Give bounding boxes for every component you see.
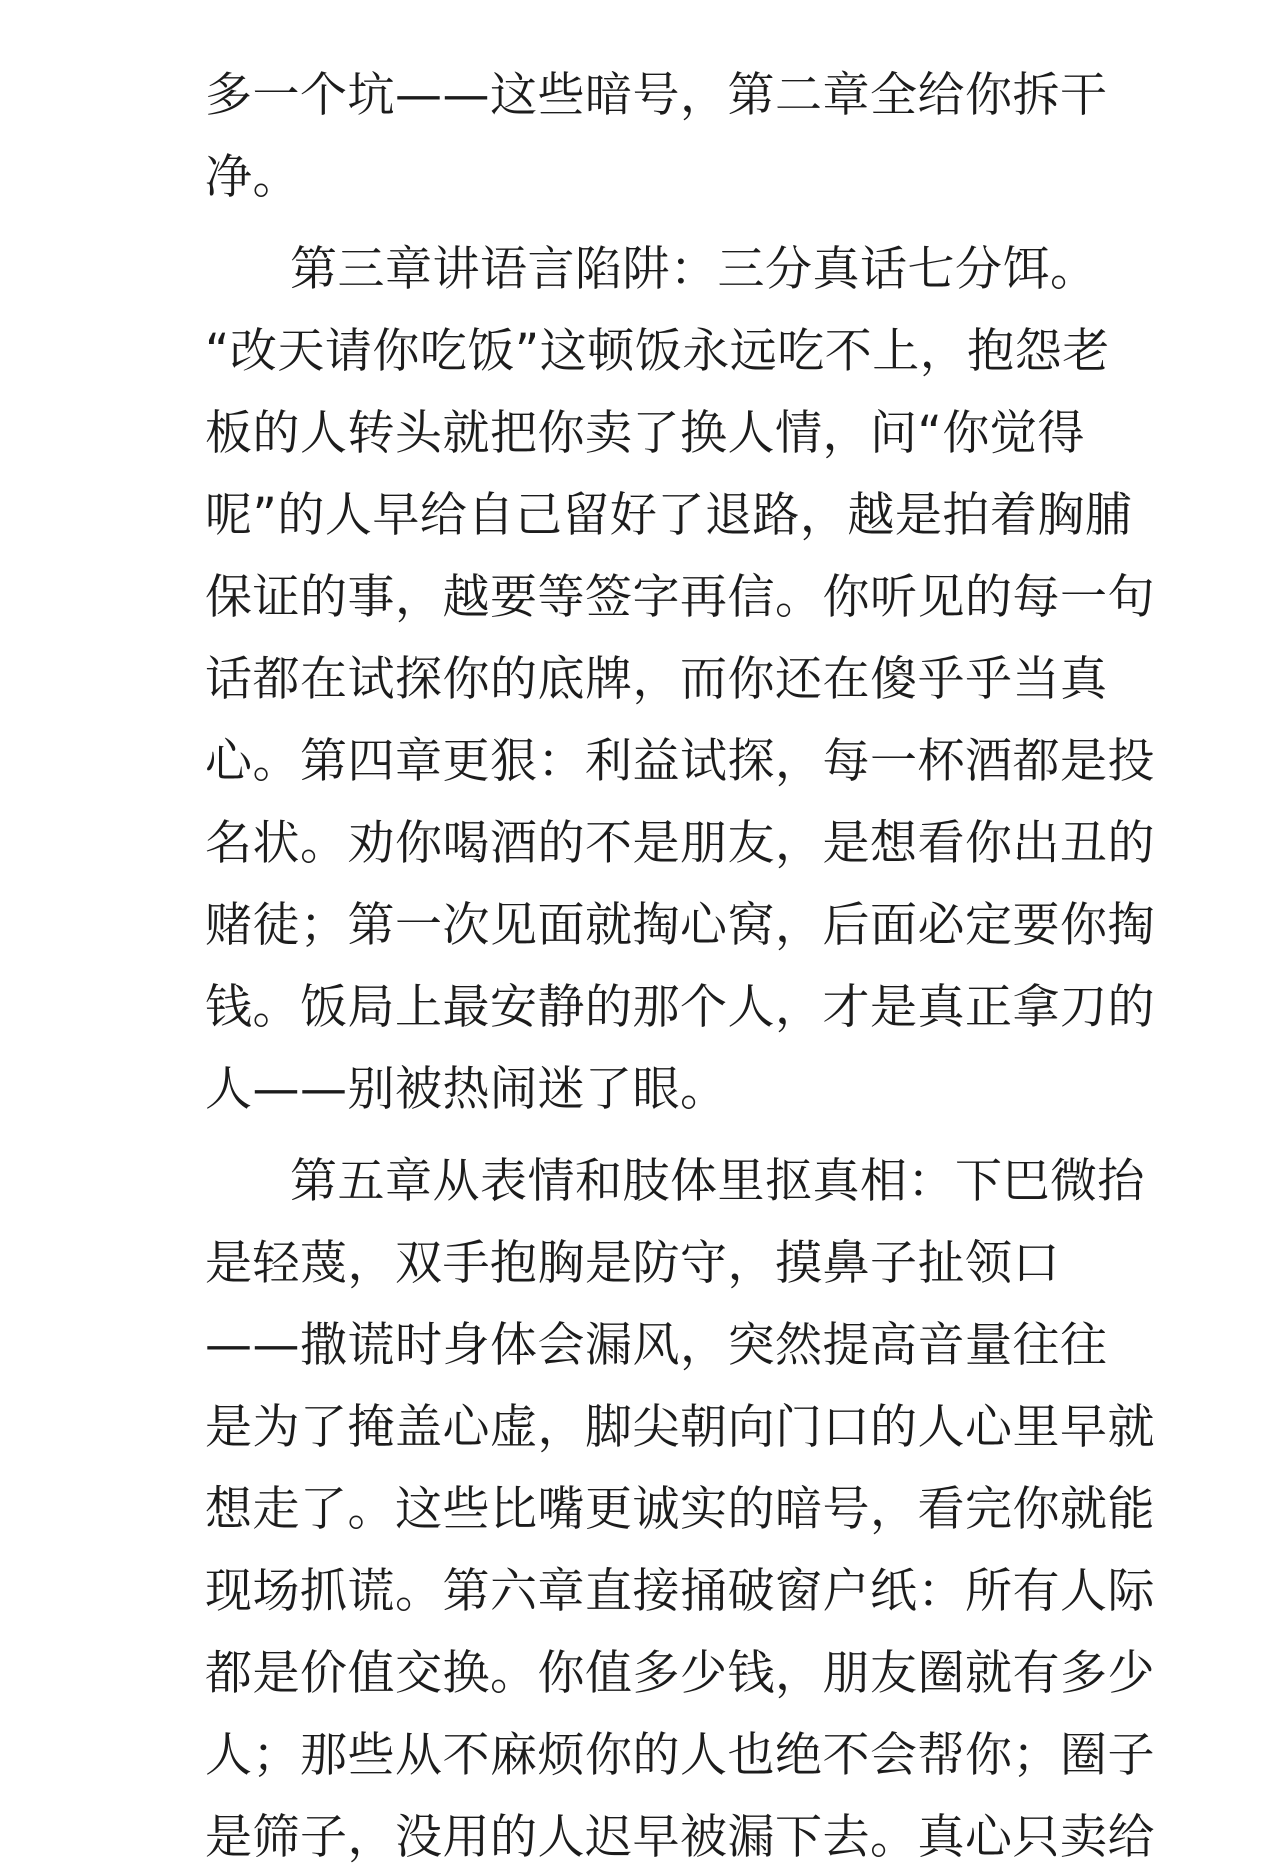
text-line: 板的人转头就把你卖了换人情，问“你觉得: [205, 406, 1085, 461]
text-line: 心。第四章更狠：利益试探，每一杯酒都是投: [205, 734, 1155, 789]
text-line: 呢”的人早给自己留好了退路，越是拍着胸脯: [205, 488, 1133, 543]
text-line: 赌徒；第一次见面就掏心窝，后面必定要你掏: [205, 898, 1155, 953]
text-line: 名状。劝你喝酒的不是朋友，是想看你出丑的: [205, 816, 1155, 871]
text-line: ——撒谎时身体会漏风，突然提高音量往往: [205, 1318, 1108, 1373]
text-line: 想走了。这些比嘴更诚实的暗号，看完你就能: [205, 1482, 1155, 1537]
text-line: 第五章从表情和肢体里抠真相：下巴微抬: [290, 1154, 1145, 1209]
text-line: 话都在试探你的底牌，而你还在傻乎乎当真: [205, 652, 1108, 707]
text-line: 钱。饭局上最安静的那个人，才是真正拿刀的: [205, 980, 1155, 1035]
text-line: 净。: [205, 150, 300, 205]
text-line: 人；那些从不麻烦你的人也绝不会帮你；圈子: [205, 1728, 1155, 1783]
text-line: 人——别被热闹迷了眼。: [205, 1062, 728, 1117]
text-line: 是轻蔑，双手抱胸是防守，摸鼻子扯领口: [205, 1236, 1060, 1291]
text-line: 都是价值交换。你值多少钱，朋友圈就有多少: [205, 1646, 1155, 1701]
text-line: 多一个坑——这些暗号，第二章全给你拆干: [205, 68, 1108, 123]
text-line: 第三章讲语言陷阱：三分真话七分饵。: [290, 242, 1098, 297]
text-line: 是为了掩盖心虚，脚尖朝向门口的人心里早就: [205, 1400, 1155, 1455]
text-line: “改天请你吃饭”这顿饭永远吃不上，抱怨老: [205, 324, 1110, 379]
text-line: 现场抓谎。第六章直接捅破窗户纸：所有人际: [205, 1564, 1155, 1619]
text-line: 保证的事，越要等签字再信。你听见的每一句: [205, 570, 1155, 625]
text-line: 是筛子，没用的人迟早被漏下去。真心只卖给: [205, 1810, 1155, 1865]
